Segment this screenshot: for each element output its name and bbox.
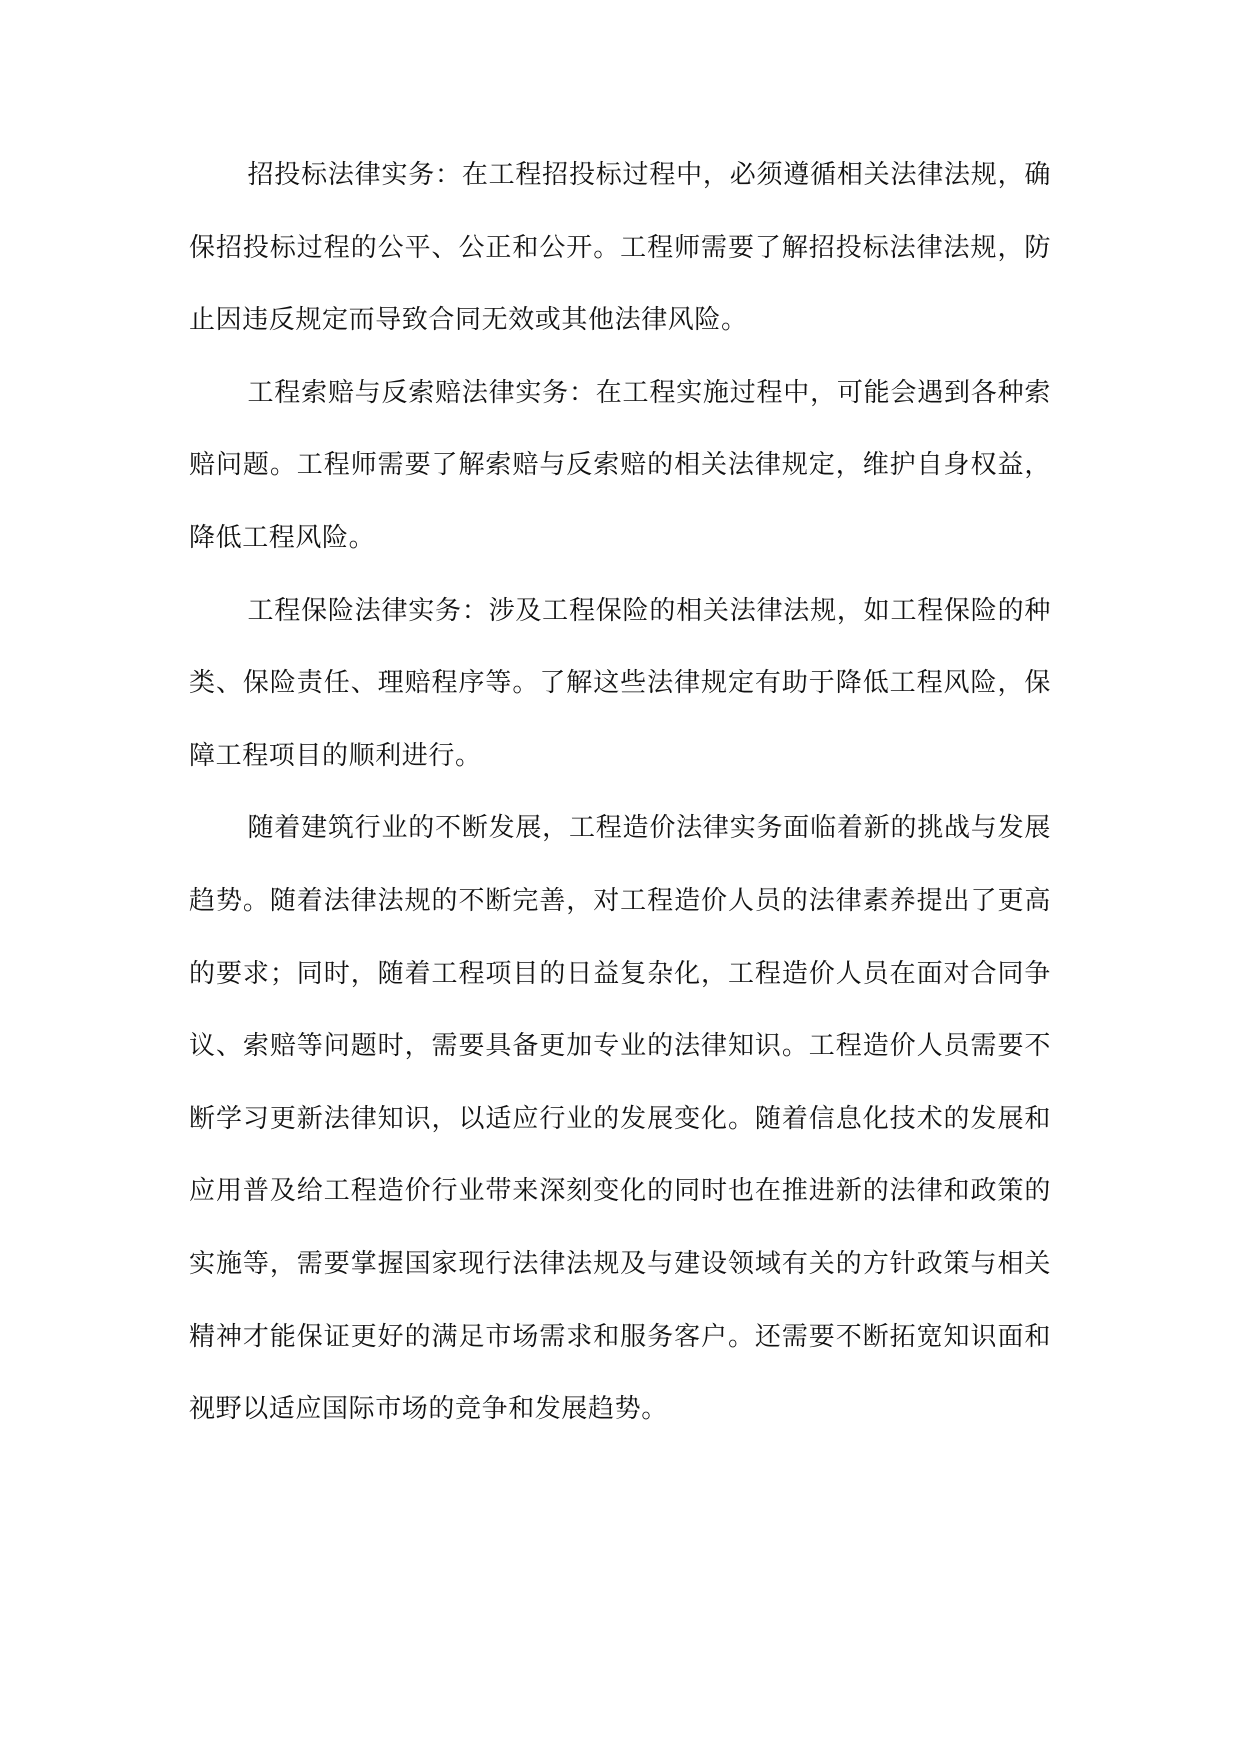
document-body [189,139,1051,1446]
paragraph-insurance-law: 工程保险法律实务：涉及工程保险的相关法律法规，如工程保险的种类、保险责任、理赔程序等。了解这些法律规定有助于降低工程风险，保障工程项目的顺利进行。 [189,595,1051,771]
paragraph-claims-law: 工程索赔与反索赔法律实务：在工程实施过程中，可能会遇到各种索赔问题。工程师需要了解索赔与反索赔的相关法律规定，维护自身权益，降低工程风险。 [189,377,1051,553]
paragraph-development-trends: 随着建筑行业的不断发展，工程造价法律实务面临着新的挑战与发展趋势。随着法律法规的不断完善，对工程造价人员的法律素养提出了更高的要求；同时，随着工程项目的日益复杂化，工程造价人员在面对合同争议、索赔等问题时，需要具备更加专业的法律知识。工程造价人员需要不断学习更新法律知识，以适应行业的发展变化。随着信息化技术的发展和应用普及给工程造价行业带来深刻变化的同时也在推进新的法律和政策的实施等，需要掌握国家现行法律法规及与建设领域有关的方针政策与相关精神才能保证更好的满足市场需求和服务客户。还需要不断拓宽知识面和视野以适应国际市场的竞争和发展趋势。 [189,813,1051,1425]
paragraph-bidding-law: 招投标法律实务：在工程招投标过程中，必须遵循相关法律法规，确保招投标过程的公平、公正和公开。工程师需要了解招投标法律法规，防止因违反规定而导致合同无效或其他法律风险。 [189,160,1051,336]
